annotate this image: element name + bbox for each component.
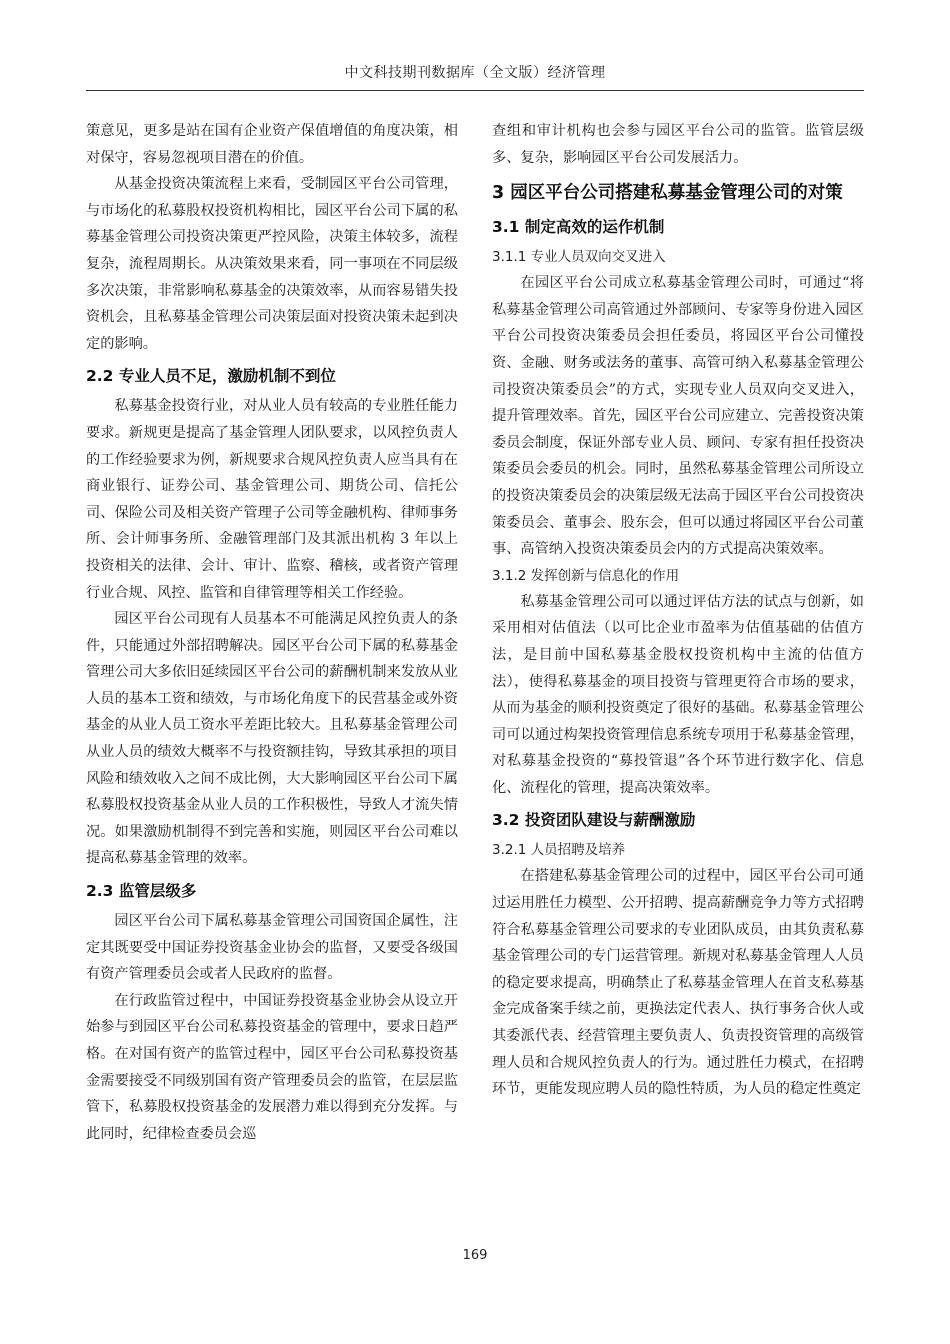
subsection-heading-3-1-1: 3.1.1 专业人员双向交叉进入 bbox=[492, 249, 666, 266]
paragraph: 园区平台公司现有人员基本不可能满足风控负责人的条件，只能通过外部招聘解决。园区平台公司下属的私募基金管理公司大多依旧延续园区平台公司的薪酬机制来发放从业人员的基本工资和绩效，与市场化角度下的民营基金或外资基金的从业人员工资水平差距比较大。且私募基金管理公司从业人员的绩效大概率不与投资额挂钩，导致其承担的项目风险和绩效收入之间不成比例，大大影响园区平台公司下属私募股权投资基金从业人员的工作积极性，导致人才流失情况。如果激励机制得不到完善和实施，则园区平台公司难以提高私募基金管理的效率。 bbox=[86, 611, 458, 867]
section-heading-2-3: 2.3 监管层级多 bbox=[86, 882, 197, 901]
subsection-heading-3-2-1: 3.2.1 人员招聘及培养 bbox=[492, 842, 626, 859]
section-heading-3: 3 园区平台公司搭建私募基金管理公司的对策 bbox=[492, 183, 843, 204]
paragraph: 从基金投资决策流程上来看，受制园区平台公司管理，与市场化的私募股权投资机构相比，园区平台公司下属的私募基金管理公司投资决策更严控风险，决策主体较多，流程复杂，流程周期长。从决策效果来看，同一事项在不同层级多次决策，非常影响私募基金的决策效率，从而容易错失投资机会，且私募基金管理公司决策层面对投资决策未起到决定的影响。 bbox=[86, 176, 458, 352]
paragraph: 在行政监管过程中，中国证券投资基金业协会从设立开始参与到园区平台公司私募投资基金的管理中，要求日趋严格。在对国有资产的监管过程中，园区平台公司私募投资基金需要接受不同级别国有资产管理委员会的监管，在层层监管下，私募股权投资基金的发展潜力难以得到充分发挥。与此同时，纪律检查委员会巡 bbox=[86, 992, 458, 1142]
right-column bbox=[492, 118, 864, 1103]
section-heading-3-1: 3.1 制定高效的运作机制 bbox=[492, 218, 665, 237]
paragraph: 在搭建私募基金管理公司的过程中，园区平台公司可通过运用胜任力模型、公开招聘、提高薪酬竞争力等方式招聘符合私募基金管理公司要求的专业团队成员，由其负责私募基金管理公司的专门运营管理。新规对私募基金管理人人员的稳定要求提高，明确禁止了私募基金管理人在首支私募基金完成备案手续之前，更换法定代表人、执行事务合伙人或其委派代表、经营管理主要负责人、负责投资管理的高级管理人员和合规风控负责人的行为。通过胜任力模式，在招聘环节，更能发现应聘人员的隐性特质，为人员的稳定性奠定 bbox=[492, 868, 864, 1098]
subsection-heading-3-1-2: 3.1.2 发挥创新与信息化的作用 bbox=[492, 567, 680, 584]
left-column bbox=[86, 118, 458, 1147]
section-heading-3-2: 3.2 投资团队建设与薪酬激励 bbox=[492, 811, 696, 830]
running-header: 中文科技期刊数据库（全文版）经济管理 bbox=[344, 65, 606, 81]
header-divider bbox=[86, 90, 864, 91]
paragraph: 私募基金投资行业，对从业人员有较高的专业胜任能力要求。新规更是提高了基金管理人团队要求，以风控负责人的工作经验要求为例，新规要求合规风控负责人应当具有在商业银行、证券公司、基金管理公司、期货公司、信托公司、保险公司及相关资产管理子公司等金融机构、律师事务所、会计师事务所、金融管理部门及其派出机构 3 年以上投资相关的法律、会计、审计、监察、稽核，或者资产管理行业合规、风控、监管和自律管理等相关工作经验。 bbox=[86, 398, 458, 601]
section-heading-2-2: 2.2 专业人员不足，激励机制不到位 bbox=[86, 367, 336, 386]
paragraph: 私募基金管理公司可以通过评估方法的试点与创新，如采用相对估值法（以可比企业市盈率为估值基础的估值方法，是目前中国私募基金股权投资机构中主流的估值方法），使得私募基金的项目投资与管理更符合市场的要求，从而为基金的顺利投资奠定了很好的基础。私募基金管理公司可以通过构架投资管理信息系统专项用于私募基金管理，对私募基金投资的“募投管退”各个环节进行数字化、信息化、流程化的管理，提高决策效率。 bbox=[492, 593, 864, 796]
paragraph: 查组和审计机构也会参与园区平台公司的监管。监管层级多、复杂，影响园区平台公司发展活力。 bbox=[492, 123, 864, 166]
paragraph: 在园区平台公司成立私募基金管理公司时，可通过“将私募基金管理公司高管通过外部顾问、专家等身份进入园区平台公司投资决策委员会担任委员，将园区平台公司懂投资、金融、财务或法务的董事、高管可纳入私募基金管理公司投资决策委员会”的方式，实现专业人员双向交叉进入，提升管理效率。首先，园区平台公司应建立、完善投资决策委员会制度，保证外部专业人员、顾问、专家有担任投资决策委员会委员的机会。同时，虽然私募基金管理公司所设立的投资决策委员会的决策层级无法高于园区平台公司投资决策委员会、董事会、股东会，但可以通过将园区平台公司董事、高管纳入投资决策委员会内的方式提高决策效率。 bbox=[492, 275, 864, 558]
paragraph: 园区平台公司下属私募基金管理公司国资国企属性，注定其既要受中国证券投资基金业协会的监督，又要受各级国有资产管理委员会或者人民政府的监督。 bbox=[86, 913, 458, 983]
page-number: 169 bbox=[462, 1248, 488, 1263]
paragraph: 策意见，更多是站在国有企业资产保值增值的角度决策，相对保守，容易忽视项目潜在的价值。 bbox=[86, 123, 458, 166]
